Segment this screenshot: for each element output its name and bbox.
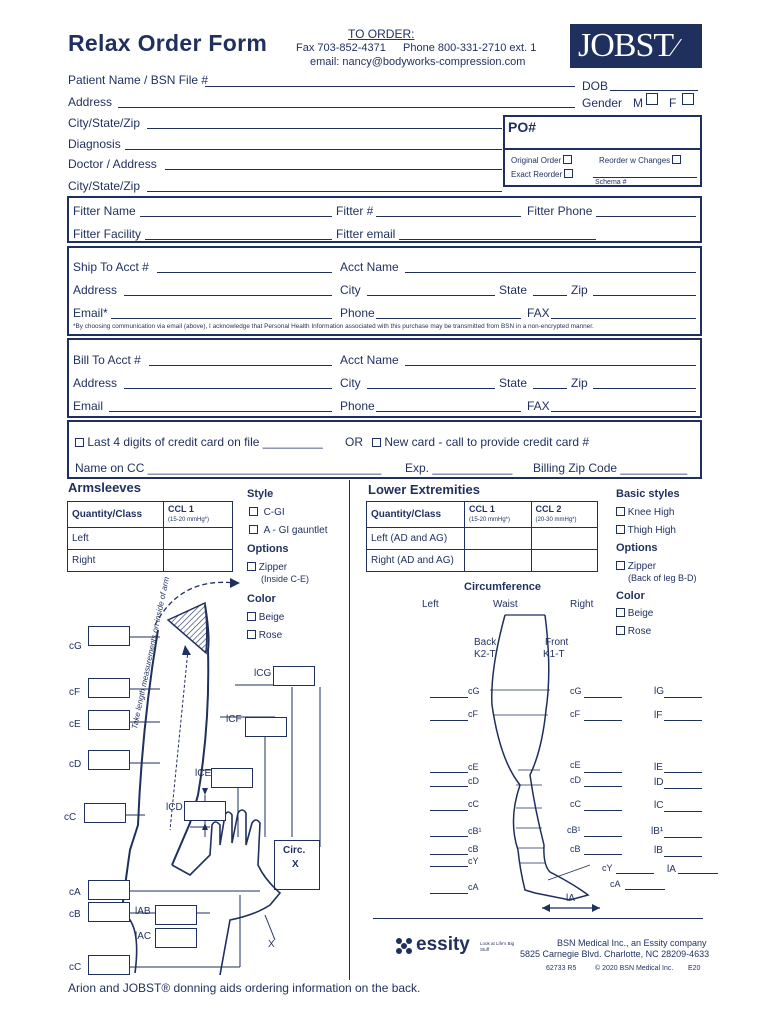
arm-cb-label: cB <box>69 909 81 920</box>
lower-qty-table <box>366 501 598 572</box>
circumference-title: Circumference <box>464 581 542 593</box>
arm-cc-box[interactable] <box>84 803 126 823</box>
arm-lcg-box[interactable] <box>273 666 315 686</box>
po-label: PO# <box>508 119 537 135</box>
knee-high-option[interactable]: Knee High <box>616 507 674 518</box>
arm-x-label: X <box>268 939 275 950</box>
arm-cgi-option[interactable]: C-GI <box>249 507 285 518</box>
fitter-name-field[interactable] <box>140 216 332 217</box>
gender-f-label: F <box>669 96 677 110</box>
schema-field[interactable] <box>593 177 697 178</box>
arm-lcf-box[interactable] <box>245 717 287 737</box>
left-cb1-field[interactable] <box>430 836 468 837</box>
lower-options-title: Options <box>616 542 658 554</box>
bill-email-field[interactable] <box>109 411 332 412</box>
arm-ce-label: cE <box>69 719 81 730</box>
knee-high-checkbox[interactable] <box>616 507 625 516</box>
arm-instruction: Take length measurements on inside of arm <box>130 576 172 730</box>
bill-acct-name-label: Acct Name <box>340 353 399 367</box>
lb1-field[interactable] <box>664 837 702 838</box>
arm-beige-option[interactable]: Beige <box>247 612 284 623</box>
arm-options-title: Options <box>247 543 289 555</box>
ship-state-field[interactable] <box>533 295 567 296</box>
ship-state-label: State <box>499 283 528 297</box>
original-order-checkbox[interactable] <box>563 155 572 164</box>
lb-field[interactable] <box>664 856 702 857</box>
lower-left-ccl1[interactable] <box>465 528 532 550</box>
payment-section <box>67 420 702 479</box>
arm-zipper-option[interactable]: Zipper <box>247 562 287 573</box>
left-ca-label: cA <box>468 882 479 892</box>
copyright: © 2020 BSN Medical Inc. <box>595 965 674 972</box>
exp-field[interactable]: Exp. ____________ <box>405 461 513 475</box>
left-cb-field[interactable] <box>430 854 468 855</box>
thigh-high-option[interactable]: Thigh High <box>616 525 676 536</box>
right-cb-label: cB <box>570 844 581 854</box>
la-foot-label: lA <box>566 893 575 904</box>
arm-right-label: Right <box>68 550 164 572</box>
lf-field[interactable] <box>664 720 702 721</box>
lower-right-ccl1[interactable] <box>465 550 532 572</box>
gender-label: Gender <box>582 96 623 110</box>
essity-logo <box>394 936 414 961</box>
ld-label: lD <box>654 777 664 788</box>
arm-lce-label: lCE <box>195 768 212 779</box>
lower-rose-checkbox[interactable] <box>616 626 625 635</box>
arm-ccl1-header: CCL 1 (15-20 mmHg*) <box>164 502 233 528</box>
ship-city-label: City <box>340 283 361 297</box>
bill-section <box>67 338 702 418</box>
ship-acct-name-label: Acct Name <box>340 260 399 274</box>
back-label: Back <box>474 637 497 648</box>
thigh-high-checkbox[interactable] <box>616 525 625 534</box>
arm-color-title: Color <box>247 593 276 605</box>
left-cy-field[interactable] <box>430 866 468 867</box>
fitter-facility-field[interactable] <box>145 239 332 240</box>
ship-city-field[interactable] <box>367 295 495 296</box>
ship-address-field[interactable] <box>124 295 332 296</box>
lc-field[interactable] <box>664 811 702 812</box>
ship-fax-label: FAX <box>527 306 550 320</box>
arm-right-qty[interactable] <box>164 550 233 572</box>
lower-title: Lower Extremities <box>368 482 480 497</box>
le-field[interactable] <box>664 772 702 773</box>
bill-address-label: Address <box>73 376 118 390</box>
lower-zipper-note: (Back of leg B-D) <box>628 573 697 583</box>
basic-styles-title: Basic styles <box>616 488 680 500</box>
bill-zip-field[interactable] <box>593 388 696 389</box>
patient-name-label: Patient Name / BSN File # <box>68 73 209 87</box>
form-code: 62733 R5 <box>546 965 577 972</box>
arm-rose-option[interactable]: Rose <box>247 630 282 641</box>
city-field[interactable] <box>147 128 502 129</box>
last4-option[interactable]: Last 4 digits of credit card on file _________ <box>75 435 323 449</box>
left-cb1-label: cB¹ <box>468 826 482 836</box>
fitter-email-field[interactable] <box>399 239 596 240</box>
address-field[interactable] <box>118 107 575 108</box>
arm-circ-x: X <box>292 859 299 870</box>
po-box <box>503 115 702 187</box>
arm-lac-box[interactable] <box>155 928 197 948</box>
circ-waist-label: Waist <box>493 599 518 610</box>
city-label: City/State/Zip <box>68 116 141 130</box>
fitter-section <box>67 196 702 243</box>
arm-cg-label: cG <box>69 641 82 652</box>
right-cb1-label: cB¹ <box>567 825 581 835</box>
lower-rose-option[interactable]: Rose <box>616 626 651 637</box>
arm-lcf-label: lCF <box>226 714 242 725</box>
lower-right-label: Right (AD and AG) <box>367 550 465 572</box>
front-k-label: K1-T <box>543 649 565 660</box>
last4-checkbox[interactable] <box>75 438 84 447</box>
email-disclaimer: *By choosing communication via email (above), I acknowledge that Personal Health Information associated with this purchase may be transmitted from BSN in a non-encrypted manner. <box>73 323 594 330</box>
right-ca-label: cA <box>610 879 621 889</box>
diagnosis-label: Diagnosis <box>68 137 121 151</box>
bill-phone-label: Phone <box>340 399 375 413</box>
bill-state-field[interactable] <box>533 388 567 389</box>
phone-number: Phone 800-331-2710 ext. 1 <box>403 42 537 54</box>
essity-wordmark: essity <box>416 934 470 955</box>
right-cd-field[interactable] <box>584 786 622 787</box>
lower-bottom-rule <box>373 918 703 919</box>
arm-zipper-note: (Inside C-E) <box>261 574 310 584</box>
arm-cgi-checkbox[interactable] <box>249 507 258 516</box>
left-ca-field[interactable] <box>430 893 468 894</box>
left-cf-field[interactable] <box>430 720 468 721</box>
lower-left-label: Left (AD and AG) <box>367 528 465 550</box>
ship-acct-label: Ship To Acct # <box>73 260 149 274</box>
order-email: email: nancy@bodyworks-compression.com <box>310 56 526 68</box>
ship-zip-field[interactable] <box>593 295 696 296</box>
le-label: lE <box>654 762 663 773</box>
arm-lcd-label: lCD <box>166 802 183 813</box>
company-address: 5825 Carnegie Blvd. Charlotte, NC 28209-4633 <box>520 949 710 959</box>
bill-acct-field[interactable] <box>149 365 332 366</box>
doctor-field[interactable] <box>165 169 502 170</box>
fitter-phone-field[interactable] <box>596 216 696 217</box>
to-order-label: TO ORDER: <box>348 27 415 41</box>
lower-right-ccl2[interactable] <box>531 550 598 572</box>
arm-lce-box[interactable] <box>211 768 253 788</box>
la-field[interactable] <box>678 873 718 874</box>
or-label: OR <box>345 435 363 449</box>
ship-email-label: Email* <box>73 306 108 320</box>
essity-mark-icon <box>394 936 414 956</box>
right-ca-field[interactable] <box>625 889 665 890</box>
company-name: BSN Medical Inc., an Essity company <box>557 938 707 948</box>
arm-left-label: Left <box>68 528 164 550</box>
left-cd-label: cD <box>468 776 479 786</box>
arm-cd-box[interactable] <box>88 750 130 770</box>
arm-left-qty[interactable] <box>164 528 233 550</box>
ship-address-label: Address <box>73 283 118 297</box>
arm-lab-label: lAB <box>135 906 151 917</box>
circ-right-label: Right <box>570 599 594 610</box>
right-cb1-field[interactable] <box>584 836 622 837</box>
left-cc-label: cC <box>468 799 479 809</box>
essity-tagline: Look at Life's Big Stuff <box>480 941 515 952</box>
leg-diagram <box>480 610 610 920</box>
right-cy-label: cY <box>602 863 613 873</box>
left-cg-field[interactable] <box>430 697 468 698</box>
bill-phone-field[interactable] <box>376 411 521 412</box>
fax-number: Fax 703-852-4371 <box>296 42 386 54</box>
right-cd-label: cD <box>570 775 581 785</box>
arm-ca-box[interactable] <box>88 880 130 900</box>
lc-label: lC <box>654 800 664 811</box>
arm-agi-checkbox[interactable] <box>249 525 258 534</box>
arm-lac-label: lAC <box>135 931 152 942</box>
edition: E20 <box>688 965 701 972</box>
right-cb-field[interactable] <box>584 854 622 855</box>
arm-lcd-box[interactable] <box>184 801 226 821</box>
lower-zipper-option[interactable]: Zipper <box>616 561 656 572</box>
arm-style-title: Style <box>247 488 274 500</box>
city2-field[interactable] <box>147 191 502 192</box>
lower-beige-checkbox[interactable] <box>616 608 625 617</box>
bill-city-field[interactable] <box>367 388 495 389</box>
ship-acct-field[interactable] <box>157 272 332 273</box>
lb1-label: lB¹ <box>651 826 664 837</box>
front-label: Front <box>545 637 569 648</box>
dob-label: DOB <box>582 79 609 93</box>
doctor-label: Doctor / Address <box>68 157 157 171</box>
arm-lab-box[interactable] <box>155 905 197 925</box>
left-ce-field[interactable] <box>430 772 468 773</box>
ship-phone-label: Phone <box>340 306 375 320</box>
left-cc-field[interactable] <box>430 810 468 811</box>
lower-color-title: Color <box>616 590 645 602</box>
left-cy-label: cY <box>468 856 479 866</box>
arm-lcg-label: lCG <box>254 668 272 679</box>
fitter-phone-label: Fitter Phone <box>527 204 593 218</box>
ship-phone-field[interactable] <box>376 318 521 319</box>
reorder-changes-label: Reorder w Changes <box>599 155 681 165</box>
right-cg-field[interactable] <box>584 697 622 698</box>
right-cg-label: cG <box>570 686 582 696</box>
left-cd-field[interactable] <box>430 786 468 787</box>
ship-section <box>67 246 702 336</box>
arm-zipper-checkbox[interactable] <box>247 562 256 571</box>
jobst-logo: JOBST∕ <box>570 24 702 68</box>
schema-label: Schema # <box>595 179 627 186</box>
ship-email-field[interactable] <box>111 318 332 319</box>
arm-cb-box[interactable] <box>88 902 130 922</box>
arm-circ-label: Circ. <box>283 845 306 856</box>
right-cy-field[interactable] <box>616 873 654 874</box>
ship-acct-name-field[interactable] <box>405 272 696 273</box>
section-divider <box>349 480 350 980</box>
ship-fax-field[interactable] <box>551 318 696 319</box>
ship-zip-label: Zip <box>571 283 588 297</box>
right-cc-field[interactable] <box>584 810 622 811</box>
armsleeves-title: Armsleeves <box>68 480 141 495</box>
city2-label: City/State/Zip <box>68 179 141 193</box>
right-ce-field[interactable] <box>584 772 622 773</box>
arm-ca-label: cA <box>69 887 81 898</box>
ld-field[interactable] <box>664 788 702 789</box>
left-cg-label: cG <box>468 686 480 696</box>
fitter-num-field[interactable] <box>376 216 521 217</box>
bill-zip-label: Zip <box>571 376 588 390</box>
reorder-changes-checkbox[interactable] <box>672 155 681 164</box>
form-title: Relax Order Form <box>68 30 268 56</box>
bill-acct-label: Bill To Acct # <box>73 353 141 367</box>
lower-beige-option[interactable]: Beige <box>616 608 653 619</box>
lb-label: lB <box>654 845 663 856</box>
bill-acct-name-field[interactable] <box>405 365 696 366</box>
gender-m-checkbox[interactable] <box>646 93 658 105</box>
arm-agi-option[interactable]: A - GI gauntlet <box>249 525 328 536</box>
lf-label: lF <box>654 710 663 721</box>
arm-cf-label: cF <box>69 687 81 698</box>
arm-qty-header: Quantity/Class <box>68 502 164 528</box>
back-k-label: K2-T <box>474 649 496 660</box>
exact-reorder-checkbox[interactable] <box>564 169 573 178</box>
arm-cc2-label: cC <box>69 962 82 973</box>
fitter-facility-label: Fitter Facility <box>73 227 142 241</box>
lg-label: lG <box>654 686 664 697</box>
arm-circ-box[interactable] <box>274 840 320 890</box>
original-order-label: Original Order <box>511 155 572 165</box>
bill-address-field[interactable] <box>124 388 332 389</box>
dob-field[interactable] <box>610 90 698 91</box>
name-on-cc-field[interactable]: Name on CC ___________________________________ <box>75 461 382 475</box>
arm-cc-label: cC <box>64 812 77 823</box>
patient-name-field[interactable] <box>205 86 575 87</box>
lower-qty-header: Quantity/Class <box>367 502 465 528</box>
new-card-checkbox[interactable] <box>372 438 381 447</box>
diagnosis-field[interactable] <box>125 149 502 150</box>
bill-state-label: State <box>499 376 528 390</box>
lower-left-ccl2[interactable] <box>531 528 598 550</box>
lower-zipper-checkbox[interactable] <box>616 561 625 570</box>
exact-reorder-label: Exact Reorder <box>511 169 573 179</box>
circ-left-label: Left <box>422 599 439 610</box>
right-cf-field[interactable] <box>584 720 622 721</box>
fitter-email-label: Fitter email <box>336 227 396 241</box>
fitter-name-label: Fitter Name <box>73 204 136 218</box>
arm-cf-box[interactable] <box>88 678 130 698</box>
arm-cd-label: cD <box>69 759 82 770</box>
right-cf-label: cF <box>570 709 580 719</box>
bill-fax-field[interactable] <box>551 411 696 412</box>
lg-field[interactable] <box>664 697 702 698</box>
new-card-option[interactable]: New card - call to provide credit card # <box>372 435 589 449</box>
lower-ccl1-header: CCL 1 (15-20 mmHg*) <box>465 502 532 528</box>
lower-ccl2-header: CCL 2 (20-30 mmHg*) <box>531 502 598 528</box>
arm-cg-box[interactable] <box>88 626 130 646</box>
billing-zip-field[interactable]: Billing Zip Code __________ <box>533 461 688 475</box>
right-ce-label: cE <box>570 760 581 770</box>
bill-city-label: City <box>340 376 361 390</box>
left-cb-label: cB <box>468 844 479 854</box>
address-label: Address <box>68 95 113 109</box>
arm-qty-table <box>67 501 233 572</box>
donning-note: Arion and JOBST® donning aids ordering information on the back. <box>68 981 421 995</box>
fitter-num-label: Fitter # <box>336 204 374 218</box>
left-cf-label: cF <box>468 709 478 719</box>
gender-m-label: M <box>633 96 643 110</box>
arm-ce-box[interactable] <box>88 710 130 730</box>
right-cc-label: cC <box>570 799 581 809</box>
bill-fax-label: FAX <box>527 399 550 413</box>
la-label: lA <box>667 864 676 875</box>
gender-f-checkbox[interactable] <box>682 93 694 105</box>
arm-cc2-box[interactable] <box>88 955 130 975</box>
left-ce-label: cE <box>468 762 479 772</box>
bill-email-label: Email <box>73 399 104 413</box>
